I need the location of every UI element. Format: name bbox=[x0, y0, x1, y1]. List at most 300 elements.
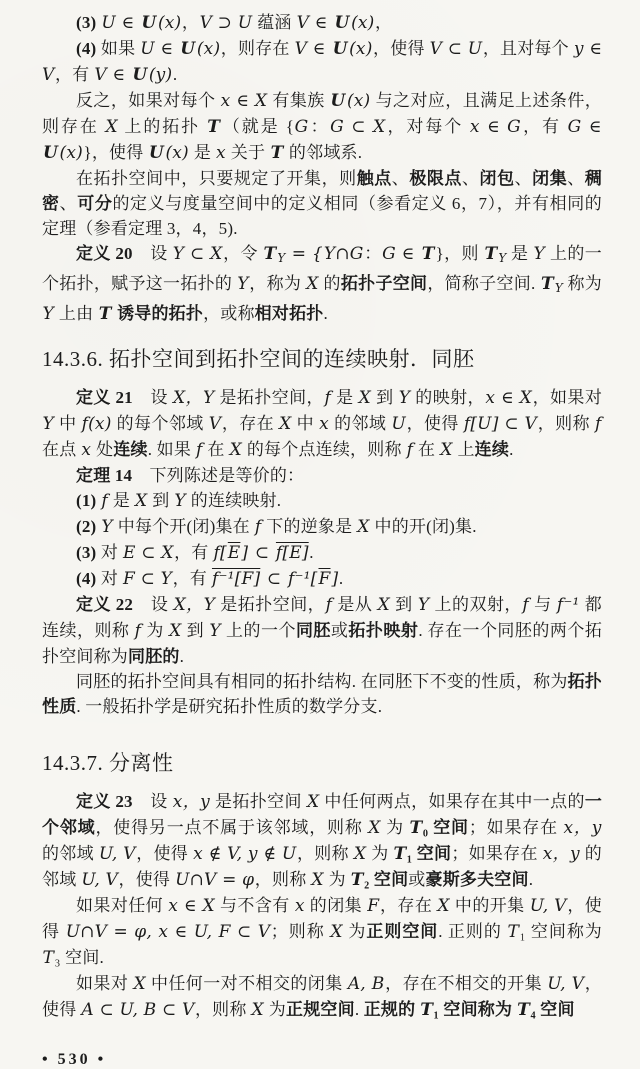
text-run: 上的一个 bbox=[221, 620, 296, 640]
text-run: E ⊂ X bbox=[123, 542, 174, 563]
text-run: 是拓扑空间， bbox=[214, 387, 324, 407]
text-run: (3) bbox=[76, 13, 101, 32]
page-number: • 530 • bbox=[42, 1050, 107, 1068]
text-run: ，则称 bbox=[254, 869, 311, 889]
text-run: f[E] bbox=[275, 542, 309, 563]
text-run: X bbox=[311, 869, 324, 890]
text-run: 14.3.7. 分离性 bbox=[42, 750, 174, 775]
text-run: 如果对任何 bbox=[76, 895, 168, 915]
text-run: U bbox=[148, 143, 164, 163]
text-run: 上的双射， bbox=[429, 594, 522, 614]
text-run: 关于 bbox=[226, 143, 270, 162]
text-run: T bbox=[270, 143, 284, 163]
text-run: (x) bbox=[165, 143, 189, 163]
text-run: ₁ bbox=[519, 921, 526, 941]
text-run: 在 bbox=[202, 439, 230, 459]
text-run: 、 bbox=[461, 169, 480, 188]
text-run: ，或称 bbox=[203, 303, 255, 323]
text-run: X bbox=[377, 594, 390, 615]
text-run: 下的逆象是 bbox=[261, 516, 357, 536]
text-run: ，使得 bbox=[136, 843, 193, 863]
text-run: ₄ bbox=[530, 999, 536, 1019]
text-run: (x) bbox=[351, 13, 375, 33]
text-run: U∩V = φ, x ∈ U, F ⊂ V bbox=[65, 921, 271, 942]
text-run: Y bbox=[498, 250, 507, 265]
text-run: X bbox=[357, 516, 370, 537]
text-run: T bbox=[409, 817, 423, 838]
para-topology-defs bbox=[42, 166, 602, 241]
text-run: 空间称为 bbox=[525, 921, 603, 941]
text-run: (y) bbox=[148, 65, 173, 85]
text-run: 设 bbox=[132, 244, 173, 263]
text-run: . bbox=[323, 303, 328, 323]
text-run: 对 bbox=[100, 568, 123, 588]
section-14-3-6 bbox=[42, 343, 602, 373]
text-run: U bbox=[132, 65, 148, 85]
text-run: 的闭集 bbox=[305, 895, 367, 915]
text-run: T bbox=[420, 999, 434, 1020]
text-run: 14.3.6. 拓扑空间到拓扑空间的连续映射．同胚 bbox=[42, 346, 475, 371]
thm-14-item-1 bbox=[42, 488, 602, 514]
text-run: ，则称 bbox=[194, 999, 252, 1019]
text-run: ，使得 bbox=[406, 413, 464, 433]
text-run: T bbox=[350, 869, 364, 890]
text-run: 如果 bbox=[100, 39, 140, 58]
text-run: 可分 bbox=[77, 194, 113, 213]
text-run: 极限点 bbox=[409, 169, 462, 188]
text-run: . bbox=[354, 999, 364, 1019]
text-run: 空间称为 bbox=[438, 999, 517, 1019]
text-run: f bbox=[324, 387, 331, 408]
text-run: 设 bbox=[133, 594, 174, 614]
text-run: 触点 bbox=[356, 169, 392, 188]
text-run: （就是 { bbox=[221, 117, 295, 136]
text-run: T bbox=[42, 947, 55, 968]
text-run: X bbox=[330, 921, 343, 942]
text-run: ；则称 bbox=[270, 921, 330, 941]
text-run: ] bbox=[241, 542, 249, 563]
text-run: ₁ bbox=[406, 843, 413, 863]
text-run: 、 bbox=[391, 169, 410, 188]
item-3 bbox=[42, 10, 602, 36]
text-run: Y∩G bbox=[323, 244, 364, 264]
para-homeomorphic bbox=[42, 669, 602, 719]
text-run: f bbox=[101, 490, 108, 511]
section-14-3-7 bbox=[42, 747, 602, 777]
text-run: 是 bbox=[331, 387, 359, 407]
text-run: ， bbox=[375, 13, 393, 32]
thm-14-item-3 bbox=[42, 540, 602, 566]
text-run: 下列陈述是等价的： bbox=[132, 465, 305, 485]
text-run: x ∈ X bbox=[220, 91, 268, 111]
text-run: 闭集 bbox=[532, 169, 568, 188]
text-run: f bbox=[522, 594, 529, 615]
para-regular bbox=[42, 893, 602, 971]
text-run: 上的一个拓扑，赋予这一拓扑的 bbox=[42, 244, 602, 293]
text-run: T bbox=[207, 117, 221, 137]
text-run: G ∈ bbox=[567, 117, 602, 137]
thm-14-item-2 bbox=[42, 514, 602, 540]
text-run: ，使得 bbox=[373, 39, 430, 58]
text-run: (x) bbox=[349, 39, 373, 59]
text-run: = { bbox=[285, 244, 323, 264]
text-run: 同胚的 bbox=[128, 646, 180, 666]
text-run: 的每个点连续，则称 bbox=[242, 439, 407, 459]
text-run: X bbox=[358, 387, 371, 408]
text-run: X bbox=[437, 895, 450, 916]
text-run: X bbox=[134, 490, 148, 511]
text-run: 同胚 bbox=[295, 620, 331, 640]
def-23 bbox=[42, 789, 602, 893]
text-run: Y ⊂ X bbox=[172, 244, 223, 264]
text-run: f bbox=[325, 594, 333, 615]
text-run: ，且对每个 bbox=[482, 39, 574, 58]
text-run: 为 bbox=[264, 999, 287, 1019]
text-run: V ∈ bbox=[94, 65, 131, 85]
text-run: U ∈ bbox=[101, 13, 140, 33]
text-run: U bbox=[334, 13, 350, 33]
text-run: 豪斯多夫空间 bbox=[425, 869, 529, 889]
thm-14-item-4 bbox=[42, 566, 602, 592]
text-run: 连续 bbox=[474, 439, 510, 459]
text-run: ，使得 bbox=[118, 869, 175, 889]
text-run: X，Y bbox=[173, 387, 215, 408]
text-run: 为 bbox=[141, 620, 169, 640]
text-run: ；如果存在 bbox=[451, 843, 543, 863]
text-run: f bbox=[595, 413, 602, 434]
text-run: A ⊂ U, B ⊂ V bbox=[81, 999, 195, 1020]
text-run: ₃ bbox=[54, 947, 61, 967]
text-run: x，y bbox=[172, 791, 210, 812]
text-run: T bbox=[393, 843, 407, 864]
text-run: 的连续映射. bbox=[186, 490, 282, 510]
text-run: Y bbox=[417, 594, 430, 615]
text-run: X bbox=[306, 791, 320, 812]
text-run: x，y bbox=[563, 817, 602, 838]
text-run: f(x) bbox=[81, 413, 112, 434]
text-run: 中 bbox=[54, 413, 82, 433]
text-run: X bbox=[353, 843, 367, 864]
text-run: 或 bbox=[408, 869, 426, 889]
text-run: 的映射， bbox=[410, 387, 485, 407]
text-run: 定义 20 bbox=[76, 244, 133, 263]
text-run: 相对拓扑 bbox=[254, 303, 324, 323]
text-run: Y bbox=[42, 413, 54, 434]
text-run: f bbox=[134, 620, 142, 641]
text-run: U, V bbox=[98, 843, 136, 864]
text-run: 拓扑映射 bbox=[348, 620, 419, 640]
text-run: Y bbox=[554, 280, 563, 295]
text-run: F ⊂ Y bbox=[123, 568, 173, 589]
text-run: V ⊂ U bbox=[429, 39, 483, 59]
text-run: y ∈ V bbox=[42, 39, 603, 85]
text-run: f⁻¹ bbox=[556, 594, 580, 615]
text-run: A, B bbox=[347, 973, 385, 994]
text-run: V bbox=[208, 413, 222, 434]
text-run: X bbox=[279, 413, 292, 434]
text-run: 中每个开(闭)集在 bbox=[113, 516, 255, 536]
text-run: 定理 14 bbox=[76, 465, 133, 485]
text-run: ，有 bbox=[521, 117, 568, 136]
text-run: 中的开(闭)集. bbox=[370, 516, 477, 536]
text-run: U∩V = φ bbox=[175, 869, 255, 890]
text-run: 上的拓扑 bbox=[118, 117, 207, 136]
text-run: (x) bbox=[59, 143, 83, 163]
text-run: ，有 bbox=[54, 65, 94, 84]
text-run: (x) bbox=[346, 91, 371, 111]
text-run: X bbox=[306, 273, 319, 294]
text-run: Y bbox=[174, 490, 186, 511]
text-run: ，有 bbox=[172, 568, 212, 588]
text-run: x bbox=[81, 439, 92, 460]
text-run: 设 bbox=[132, 791, 173, 811]
text-run: ： bbox=[308, 117, 330, 136]
text-run: X bbox=[133, 973, 146, 994]
text-run: 蕴涵 bbox=[252, 13, 297, 32]
text-run: f bbox=[254, 516, 262, 537]
text-run: $\overline{F}$ bbox=[318, 568, 331, 589]
text-run: f[ bbox=[213, 542, 227, 563]
text-run: ，则称 bbox=[296, 843, 354, 863]
text-run: 是 bbox=[506, 244, 533, 263]
text-run: U bbox=[180, 39, 196, 59]
text-run: T bbox=[263, 244, 277, 264]
text-run: Y bbox=[42, 303, 54, 324]
text-run: 的邻域 bbox=[42, 843, 602, 889]
text-run: . bbox=[509, 439, 514, 459]
text-run: Y bbox=[533, 244, 545, 264]
text-run: Y bbox=[209, 620, 221, 641]
text-run: 到 bbox=[147, 490, 174, 510]
text-run: . bbox=[338, 568, 344, 588]
text-run: 都连续，则称 bbox=[42, 594, 602, 640]
text-run: 的邻域 bbox=[329, 413, 391, 433]
text-run: 定义 22 bbox=[76, 594, 134, 614]
text-run: 正规的 bbox=[363, 999, 420, 1019]
para-converse bbox=[42, 88, 602, 166]
text-run: 的邻域系. bbox=[284, 143, 363, 162]
text-run: ，简称子空间. bbox=[427, 273, 541, 293]
text-run: T bbox=[484, 244, 498, 264]
text-run: 闭包 bbox=[479, 169, 515, 188]
text-run: G bbox=[294, 117, 309, 137]
text-run: ，令 bbox=[222, 244, 263, 263]
text-run: (x) bbox=[196, 39, 221, 59]
text-run: 为 bbox=[366, 843, 394, 863]
text-run: ，称为 bbox=[249, 273, 306, 293]
text-run: 、 bbox=[567, 169, 585, 188]
text-run: 是 bbox=[189, 143, 216, 162]
text-run: x bbox=[319, 413, 329, 434]
text-run: Y bbox=[277, 250, 286, 265]
text-run: ₁ bbox=[433, 999, 439, 1019]
text-run: ，存在 bbox=[221, 413, 279, 433]
text-run: 的定义与度量空间中的定义相同（参看定义 6，7），并有相同的定理（参看定理 3，4，5). bbox=[42, 194, 602, 238]
text-run: f bbox=[195, 439, 203, 460]
text-run: . bbox=[309, 542, 314, 562]
text-run: 在 bbox=[413, 439, 440, 459]
text-run: x bbox=[216, 143, 226, 163]
text-run: ，使得 bbox=[42, 895, 602, 941]
text-run: 到 bbox=[181, 620, 209, 640]
text-run: . 如果 bbox=[147, 439, 196, 459]
text-run: 正则空间 bbox=[366, 921, 439, 941]
para-normal bbox=[42, 971, 602, 1023]
thm-14 bbox=[42, 463, 602, 488]
text-run: 对 bbox=[100, 542, 123, 562]
text-run: X，Y bbox=[173, 594, 216, 615]
text-run: 是拓扑空间， bbox=[215, 594, 326, 614]
text-run: 定义 21 bbox=[76, 387, 133, 407]
text-run: V ∈ bbox=[296, 13, 334, 33]
text-run: f⁻¹[ bbox=[287, 568, 318, 589]
text-run: 空间 bbox=[412, 843, 452, 863]
text-run: U bbox=[332, 39, 348, 59]
text-run: 设 bbox=[132, 387, 173, 407]
text-run: 定义 23 bbox=[76, 791, 133, 811]
text-run: . bbox=[528, 869, 534, 889]
text-run: (1) bbox=[76, 490, 101, 510]
text-run: 稠密 bbox=[42, 169, 603, 213]
text-run: $\overline{E}$ bbox=[227, 542, 241, 563]
text-run: (2) bbox=[76, 516, 101, 536]
text-run: Y bbox=[237, 273, 249, 294]
text-run: U, V bbox=[81, 869, 119, 890]
text-run: U, V bbox=[547, 973, 585, 994]
text-run: }，使得 bbox=[83, 143, 148, 162]
text-run: 在点 bbox=[42, 439, 81, 459]
text-run: . 正则的 bbox=[438, 921, 508, 941]
text-run: X bbox=[251, 999, 264, 1020]
text-run: 为 bbox=[381, 817, 409, 837]
text-run: 空间 bbox=[369, 869, 409, 889]
text-run: U bbox=[141, 13, 157, 33]
text-run: 空间 bbox=[535, 999, 575, 1019]
text-run: U bbox=[391, 413, 406, 434]
def-22 bbox=[42, 592, 602, 669]
text-run: ；如果存在 bbox=[468, 817, 563, 837]
text-run: ，使得 bbox=[42, 973, 603, 1019]
text-run: 、 bbox=[59, 194, 78, 213]
text-run: V ∈ bbox=[294, 39, 332, 59]
text-run: 的邻域 bbox=[42, 843, 99, 863]
text-run: 诱导的拓扑 bbox=[117, 303, 204, 323]
text-run: ，存在 bbox=[379, 895, 437, 915]
text-run: 的 bbox=[319, 273, 341, 293]
text-run: T bbox=[517, 999, 531, 1020]
text-run: 如果对 bbox=[76, 973, 133, 993]
def-21 bbox=[42, 385, 602, 463]
text-run: f[U] ⊂ V bbox=[463, 413, 538, 434]
text-run: 到 bbox=[371, 387, 399, 407]
text-run: 正规空间 bbox=[286, 999, 355, 1019]
text-run: 一个邻域 bbox=[42, 791, 603, 837]
text-run: ，存在不相交的开集 bbox=[384, 973, 547, 993]
text-run: 中 bbox=[291, 413, 319, 433]
text-run: . 存在一个同胚的两个拓扑空间称为 bbox=[42, 620, 603, 666]
text-run: . 一般拓扑学是研究拓扑性质的数学分支. bbox=[76, 696, 383, 716]
text-run: ，有 bbox=[174, 542, 213, 562]
text-run: X bbox=[440, 439, 453, 460]
text-run: x ∈ X bbox=[168, 895, 215, 916]
text-run: X bbox=[229, 439, 242, 460]
content bbox=[42, 10, 602, 1023]
text-run: U ∈ bbox=[140, 39, 179, 59]
text-run: 为 bbox=[343, 921, 367, 941]
def-20 bbox=[42, 241, 602, 327]
text-run: 连续 bbox=[113, 439, 148, 459]
text-run: 中任何一对不相交的闭集 bbox=[146, 973, 348, 993]
text-run: G ⊂ X bbox=[330, 117, 386, 137]
text-run: ] bbox=[331, 568, 339, 589]
text-run: 空间. bbox=[60, 947, 104, 967]
text-run: 上 bbox=[453, 439, 475, 459]
text-run: 是从 bbox=[332, 594, 378, 614]
text-run: x ∈ X bbox=[485, 387, 532, 408]
text-run: ⊂ bbox=[249, 542, 275, 563]
text-run: 与不含有 bbox=[215, 895, 295, 915]
text-run: x ∈ G bbox=[469, 117, 521, 137]
text-run: 或 bbox=[330, 620, 349, 640]
text-run: x，y bbox=[542, 843, 580, 864]
text-run: T bbox=[541, 273, 554, 294]
text-run: . bbox=[179, 646, 185, 666]
text-run: U bbox=[43, 143, 59, 163]
text-run: ： bbox=[364, 244, 382, 263]
text-run: 到 bbox=[390, 594, 418, 614]
text-run: ，使得另一点不属于该邻域，则称 bbox=[95, 817, 368, 837]
text-run: 拓扑性质 bbox=[42, 671, 602, 716]
text-run: 中任何两点，如果存在其中一点的 bbox=[319, 791, 585, 811]
text-run: X bbox=[105, 117, 118, 137]
text-run: x bbox=[294, 895, 305, 916]
text-run: 上由 bbox=[54, 303, 98, 323]
text-run: f bbox=[406, 439, 414, 460]
text-run: 是拓扑空间 bbox=[210, 791, 307, 811]
text-run: 的每个邻域 bbox=[112, 413, 209, 433]
text-run: G ∈ bbox=[382, 244, 421, 264]
text-run: ，对每个 bbox=[385, 117, 470, 136]
text-run: ₀ bbox=[422, 817, 429, 837]
text-run: T bbox=[507, 921, 520, 942]
text-run: 处 bbox=[91, 439, 114, 459]
text-run: x ∉ V, y ∉ U bbox=[193, 843, 297, 864]
text-run: 拓扑子空间 bbox=[340, 273, 428, 293]
text-run: X bbox=[169, 620, 182, 641]
text-run: 空间 bbox=[428, 817, 469, 837]
text-run: 与之对应，且满足上述条件，则存在 bbox=[42, 91, 602, 136]
text-run: ₂ bbox=[364, 869, 370, 889]
text-run: (4) bbox=[76, 568, 101, 588]
text-run: T bbox=[98, 303, 112, 324]
text-run: Y bbox=[398, 387, 411, 408]
text-run: 有集族 bbox=[267, 91, 330, 110]
text-run: T bbox=[421, 244, 435, 264]
text-run: V ⊃ U bbox=[199, 13, 253, 33]
text-run: ，则称 bbox=[537, 413, 595, 433]
text-run: 、 bbox=[514, 169, 533, 188]
text-run: 称为 bbox=[562, 273, 602, 293]
text-run: 是 bbox=[108, 490, 135, 510]
text-run: 中的开集 bbox=[450, 895, 530, 915]
text-run: . bbox=[172, 65, 178, 84]
item-4 bbox=[42, 36, 602, 88]
text-run: f⁻¹[F] bbox=[211, 568, 261, 589]
text-run: (3) bbox=[76, 542, 101, 562]
text-run: 为 bbox=[324, 869, 351, 889]
text-run: F bbox=[367, 895, 380, 916]
text-run: 同胚的拓扑空间具有相同的拓扑结构. 在同胚下不变的性质，称为 bbox=[76, 671, 568, 691]
